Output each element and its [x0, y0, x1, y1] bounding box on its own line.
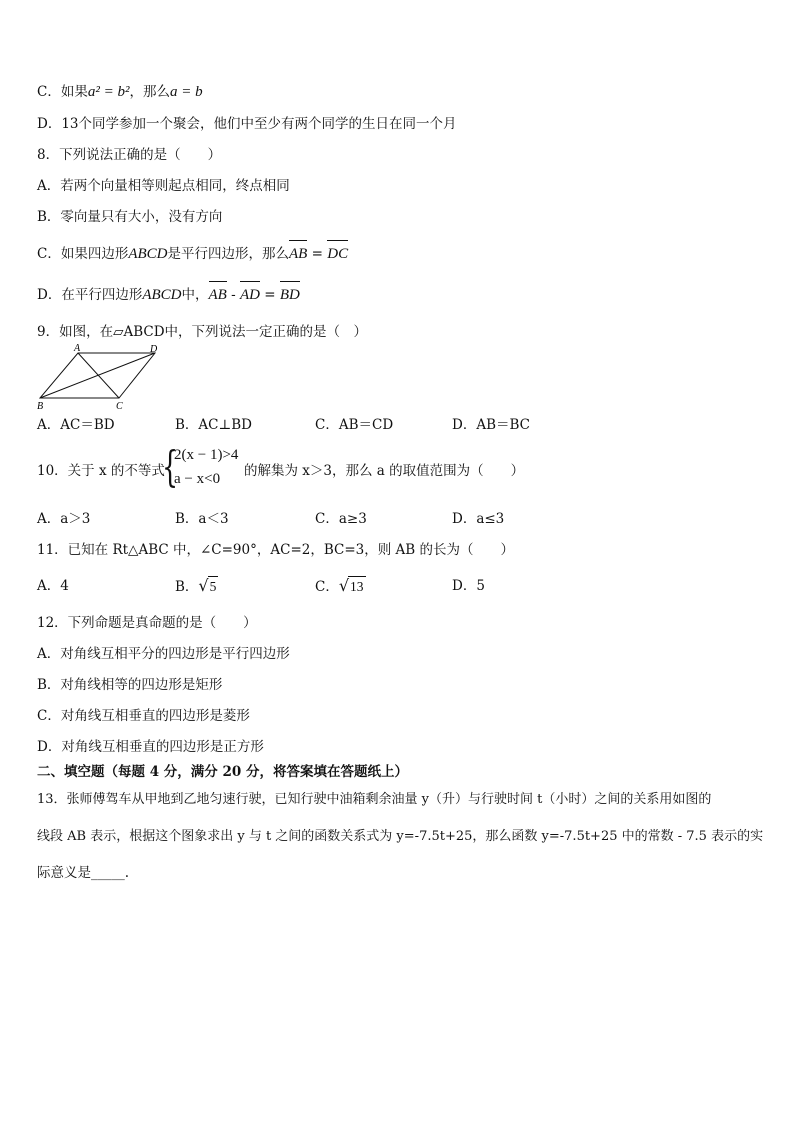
- q10-prefix: 10．关于 x 的不等式: [37, 463, 165, 479]
- q8-stem: 8．下列说法正确的是（ ）: [37, 147, 222, 163]
- q9-option-b: B．AC⊥BD: [175, 417, 252, 433]
- math: a = b: [169, 84, 203, 100]
- q9-option-c: C．AB＝CD: [315, 417, 394, 433]
- vertex-label-c: C: [116, 401, 123, 411]
- parallelogram-figure: [34, 343, 164, 411]
- inequality-row-2: a − x<0: [174, 471, 221, 487]
- q13-line-2: 线段 AB 表示，根据这个图象求出 y 与 t 之间的函数关系式为 y=-7.5t+25，那么函数 y=-7.5t+25 中的常数 - 7.5 表示的实: [37, 829, 764, 844]
- q11-option-c: [315, 576, 366, 597]
- brace: {: [162, 442, 179, 491]
- radical-icon: √: [338, 576, 350, 595]
- q7-option-c: [37, 82, 203, 102]
- eq: =: [307, 246, 328, 262]
- q12-option-a: A．对角线互相平分的四边形是平行四边形: [37, 646, 290, 662]
- shape-name: ABCD: [128, 246, 168, 262]
- q11-option-b: [175, 576, 218, 597]
- diagonal-bd: [40, 353, 155, 398]
- minus: -: [226, 287, 240, 303]
- vector-bd: BD: [279, 287, 300, 303]
- vertex-label-a: A: [74, 343, 81, 354]
- q9-option-a: A．AC＝BD: [37, 417, 115, 433]
- q10-option-c: C．a≥3: [315, 511, 367, 527]
- q8-option-d: [37, 285, 300, 305]
- vertex-label-b: B: [37, 401, 44, 411]
- shape-name: ABCD: [142, 287, 182, 303]
- text: D．在平行四边形: [37, 287, 143, 303]
- q11-option-a: A．4: [37, 578, 69, 594]
- q13-line-1: 13．张师傅驾车从甲地到乙地匀速行驶，已知行驶中油箱剩余油量 y（升）与行驶时间 t（小时）之间的关系用如图的: [37, 792, 712, 807]
- q12-option-b: B．对角线相等的四边形是矩形: [37, 677, 223, 693]
- q13-line-3: 际意义是_____.: [37, 865, 130, 881]
- radicand: 13: [348, 576, 366, 597]
- q8-option-b: B．零向量只有大小，没有方向: [37, 209, 223, 225]
- inequality-system: [162, 442, 242, 493]
- section-heading-fill-blank: 二、填空题（每题 4 分，满分 20 分，将答案填在答题纸上）: [37, 764, 408, 780]
- text: 是平行四边形，那么: [167, 246, 290, 262]
- q9-stem: 9．如图，在▱ABCD中，下列说法一定正确的是（ ）: [37, 324, 368, 340]
- q10-suffix: 的解集为 x＞3，那么 a 的取值范围为（ ）: [244, 463, 525, 479]
- q8-option-a: A．若两个向量相等则起点相同，终点相同: [37, 178, 290, 194]
- math: a² = b²: [87, 84, 130, 100]
- label: B．: [175, 579, 199, 595]
- q12-option-c: C．对角线互相垂直的四边形是菱形: [37, 708, 250, 724]
- label: C．: [315, 579, 339, 595]
- q10-option-d: D．a≤3: [452, 511, 505, 527]
- q11-stem: 11．已知在 Rt△ABC 中，∠C=90°，AC=2，BC=3，则 AB 的长为（ ）: [37, 542, 514, 558]
- vector-ab: AB: [289, 246, 308, 262]
- q12-stem: 12．下列命题是真命题的是（ ）: [37, 615, 257, 631]
- q12-option-d: D．对角线互相垂直的四边形是正方形: [37, 739, 264, 755]
- radicand: 5: [208, 576, 219, 597]
- inequality-row-1: 2(x − 1)>4: [174, 447, 239, 463]
- eq: =: [259, 287, 280, 303]
- radical-icon: √: [198, 576, 209, 595]
- text: C．如果四边形: [37, 246, 129, 262]
- q10-option-a: A．a＞3: [37, 511, 91, 527]
- vector-dc: DC: [327, 246, 349, 262]
- text: 中，: [181, 287, 209, 303]
- text: C．如果: [37, 84, 88, 100]
- vector-ad: AD: [239, 287, 260, 303]
- q11-option-d: D．5: [452, 578, 485, 594]
- q9-option-d: D．AB＝BC: [452, 417, 530, 433]
- vector-ab: AB: [208, 287, 227, 303]
- q8-option-c: [37, 244, 348, 264]
- q7-option-d: D．13个同学参加一个聚会，他们中至少有两个同学的生日在同一个月: [37, 116, 457, 132]
- q10-option-b: B．a＜3: [175, 511, 229, 527]
- text: ，那么: [129, 84, 170, 100]
- vertex-label-d: D: [150, 344, 158, 355]
